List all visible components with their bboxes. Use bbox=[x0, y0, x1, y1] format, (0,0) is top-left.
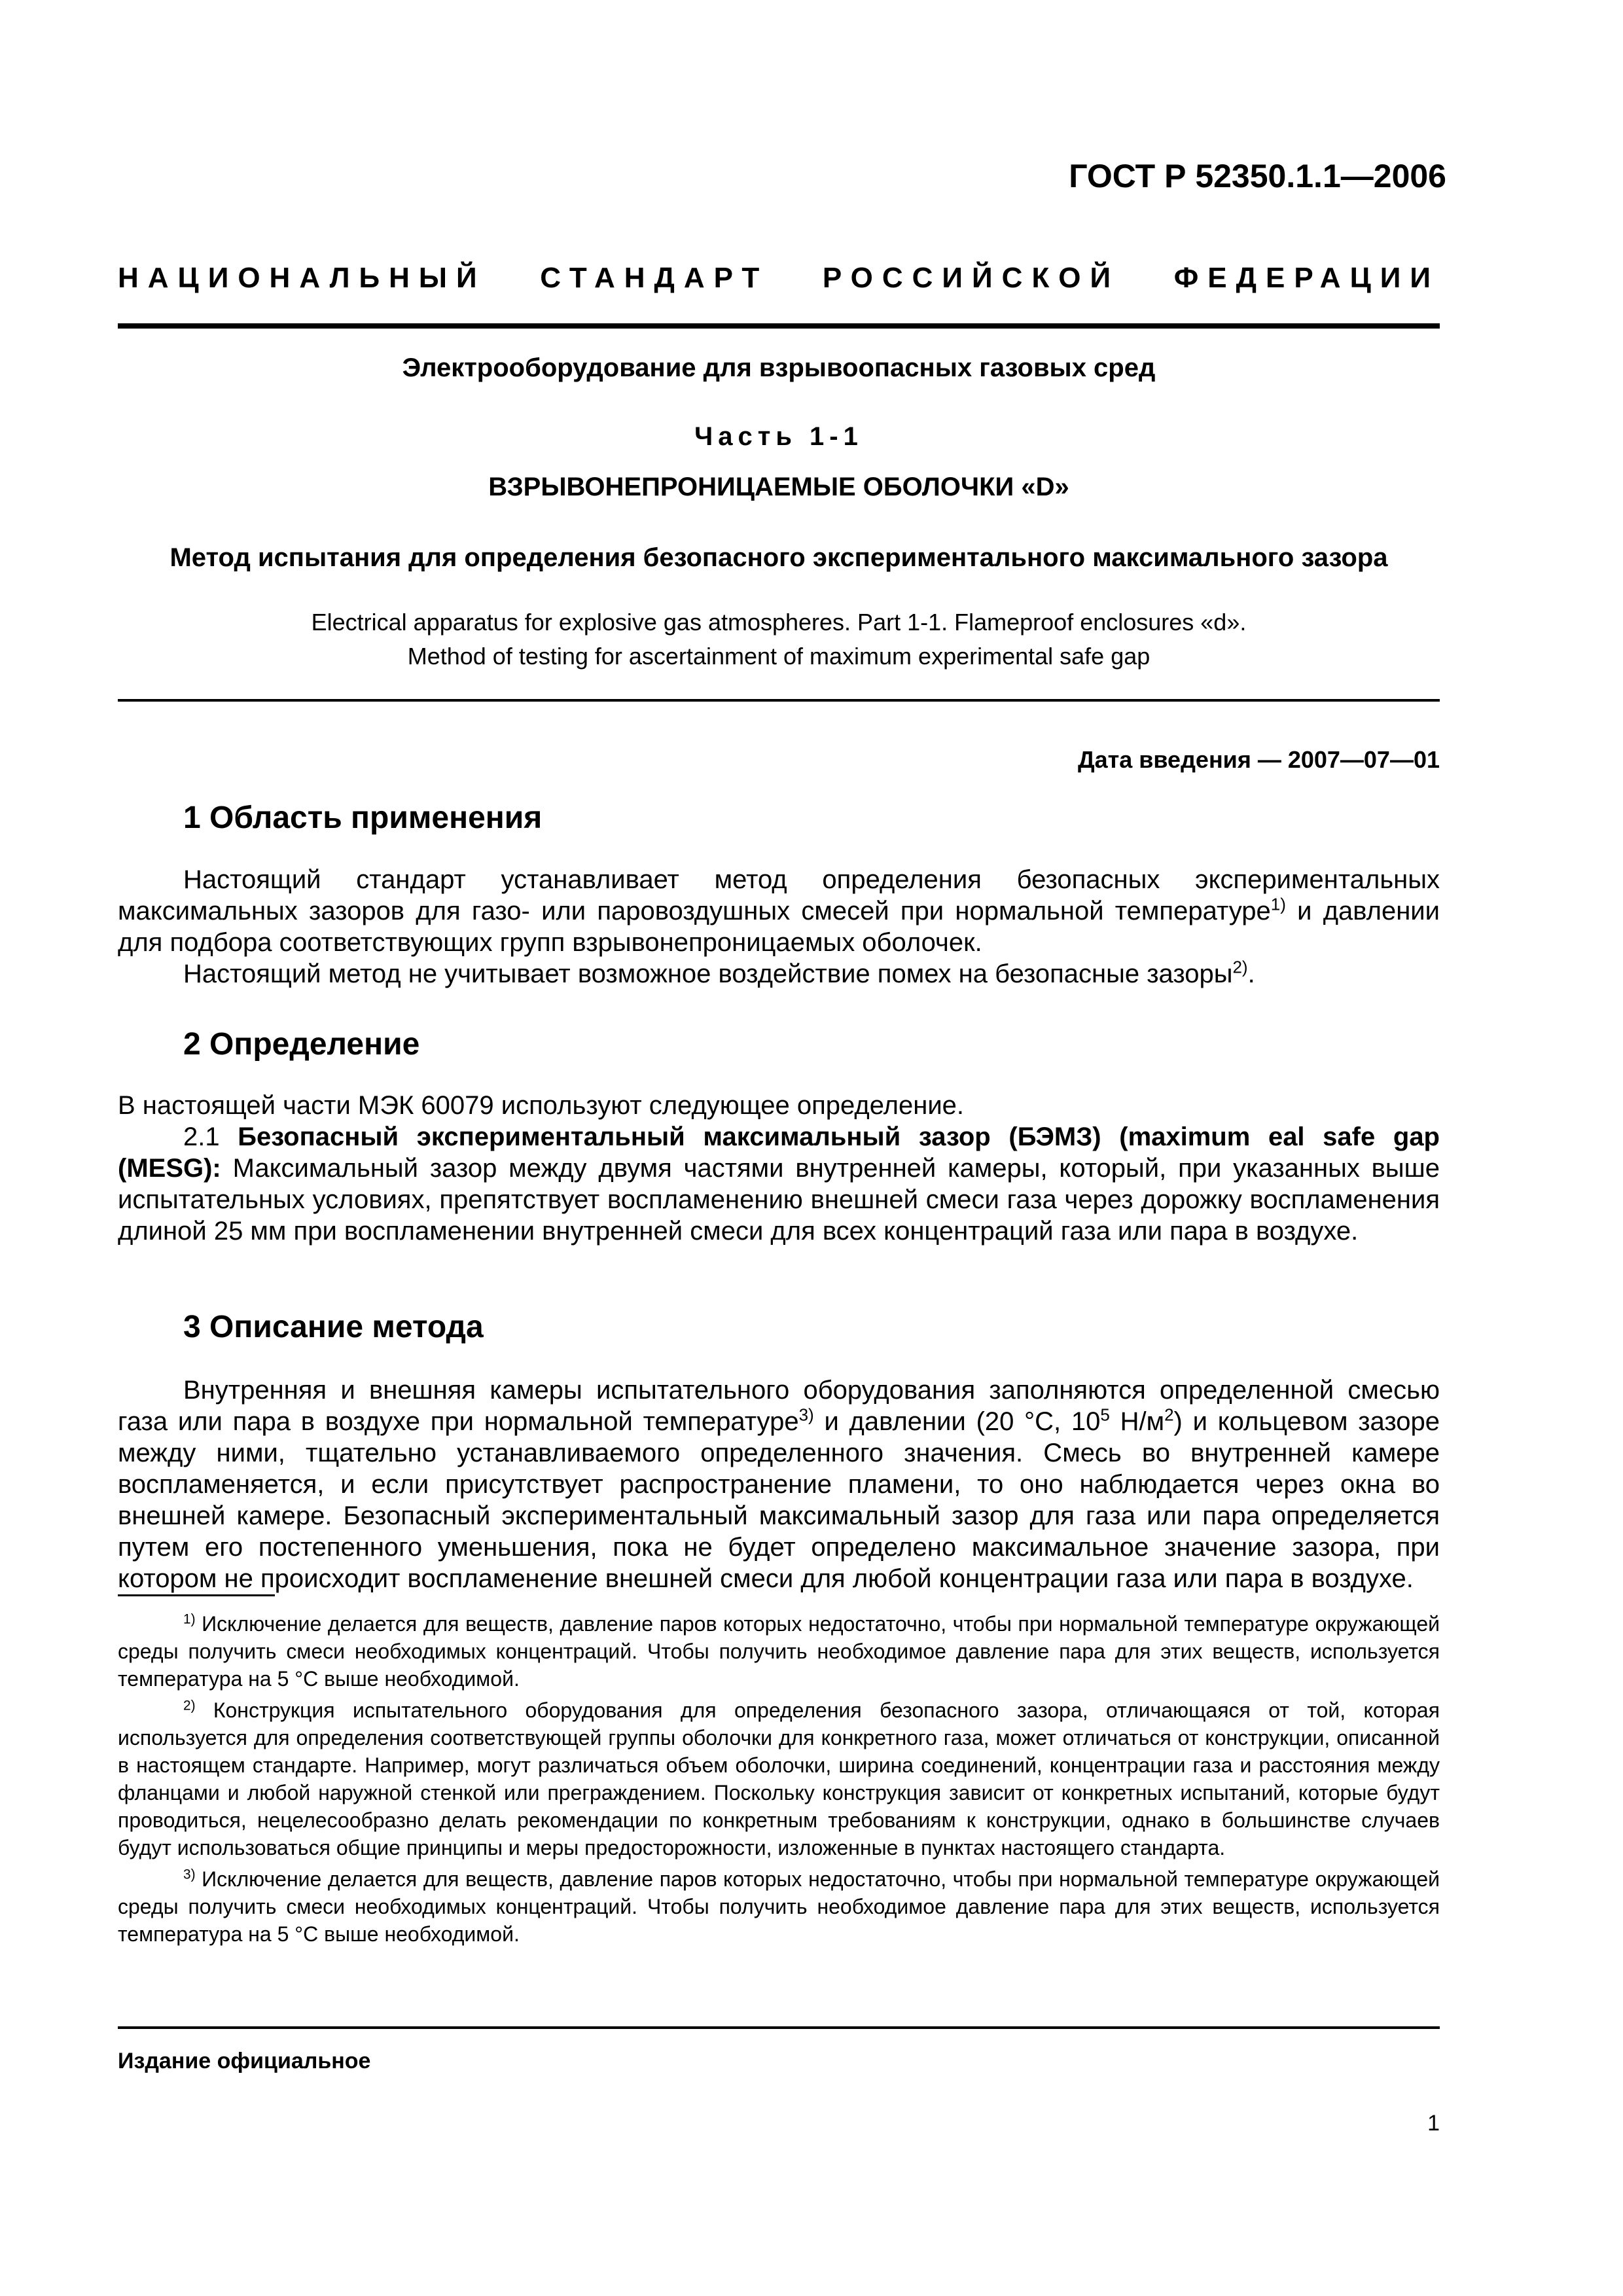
page-number: 1 bbox=[1427, 2111, 1440, 2136]
footnote-mark: 1) bbox=[183, 1611, 196, 1627]
paragraph: В настоящей части МЭК 60079 используют следующее определение. bbox=[118, 1091, 965, 1120]
title-line-3: ВЗРЫВОНЕПРОНИЦАЕМЫЕ ОБОЛОЧКИ «D» bbox=[488, 473, 1069, 501]
text: Внутренняя и внешняя камеры испытательного оборудования заполняются определенной смесью газа или пара в воздухе при нормальной температуре bbox=[118, 1376, 1440, 1436]
banner-word: НАЦИОНАЛЬНЫЙ bbox=[118, 262, 486, 294]
section-1-heading: 1 Область применения bbox=[183, 800, 543, 835]
footnotes bbox=[118, 1610, 1440, 1952]
exponent: 5 bbox=[1100, 1405, 1110, 1425]
paragraph bbox=[118, 1374, 1440, 1594]
footnote bbox=[118, 1865, 1440, 1948]
paragraph bbox=[118, 864, 1440, 958]
section-1-body bbox=[118, 864, 1440, 990]
header-rule bbox=[118, 323, 1440, 329]
footnote bbox=[118, 1610, 1440, 1693]
official-edition: Издание официальное bbox=[118, 2049, 371, 2073]
definition-number: 2.1 bbox=[183, 1122, 238, 1151]
text: и давлении (20 °С, 10 bbox=[813, 1407, 1101, 1436]
english-title bbox=[118, 605, 1440, 673]
english-title-line-2: Method of testing for ascertainment of maximum experimental safe gap bbox=[407, 643, 1150, 670]
section-2-heading: 2 Определение bbox=[183, 1027, 420, 1062]
footnote-ref: 1) bbox=[1270, 894, 1286, 914]
footer-rule bbox=[118, 2026, 1440, 2029]
intro-date: Дата введения — 2007—07—01 bbox=[1077, 746, 1440, 773]
definition-paragraph bbox=[118, 1121, 1440, 1247]
title-line-4: Метод испытания для определения безопасного экспериментального максимального зазора bbox=[169, 543, 1388, 572]
title-line-1: Электрооборудование для взрывоопасных газовых сред bbox=[402, 353, 1156, 382]
footnote-mark: 2) bbox=[183, 1698, 196, 1713]
definition-term: Безопасный экспериментальный максимальный зазор (БЭМЗ) (maximum eal safe gap (MESG): bbox=[118, 1122, 1440, 1183]
section-3-body bbox=[118, 1374, 1440, 1594]
footnote-mark: 3) bbox=[183, 1867, 196, 1882]
text: Н/м bbox=[1109, 1407, 1165, 1436]
footnote-ref: 2) bbox=[1232, 957, 1248, 977]
footnote-text: Исключение делается для веществ, давление паров которых недостаточно, чтобы при нормальной температуре окружающей среды получить смеси необходимых концентраций. Чтобы получить необходимое давление пара для этих веществ, используется температура на 5 °С выше необходимой. bbox=[118, 1867, 1440, 1946]
banner-word: РОССИЙСКОЙ bbox=[822, 262, 1120, 294]
footnote bbox=[118, 1696, 1440, 1861]
exponent: 2 bbox=[1164, 1405, 1174, 1425]
title-part: Часть 1-1 bbox=[694, 422, 863, 451]
section-3-heading: 3 Описание метода bbox=[183, 1310, 484, 1344]
english-title-line-1: Electrical apparatus for explosive gas atmospheres. Part 1-1. Flameproof enclosures «d». bbox=[311, 609, 1247, 636]
text: Настоящий метод не учитывает возможное воздействие помех на безопасные зазоры bbox=[183, 960, 1233, 988]
text: ) и кольцевом зазоре между ними, тщательно устанавливаемого определенного значения. Смесь во внутренней камере воспламеняется, и если присутствует распространение пламени, то оно наблюдается через окна во внешней камере. Безопасный экспериментальный максимальный зазор для газа или пара определяется путем его постепенного уменьшения, пока не будет определено максимальное значение зазора, при котором не происходит воспламенение внешней смеси для любой концентрации газа или пара в воздухе. bbox=[118, 1407, 1440, 1593]
standard-code: ГОСТ Р 52350.1.1—2006 bbox=[1069, 158, 1446, 194]
paragraph bbox=[118, 958, 1440, 990]
banner-word: СТАНДАРТ bbox=[540, 262, 769, 294]
footnote-text: Исключение делается для веществ, давление паров которых недостаточно, чтобы при нормальной температуре окружающей среды получить смеси необходимых концентраций. Чтобы получить необходимое давление пара для этих веществ, используется температура на 5 °С выше необходимой. bbox=[118, 1612, 1440, 1691]
footnote-text: Конструкция испытательного оборудования для определения безопасного зазора, отличающаяся от той, которая используется для определения соответствующей группы оболочки для конкретного газа, может отличаться от конструкции, описанной в настоящем стандарте. Например, могут различаться объем оболочки, ширина соединений, концентрации газа и расстояния между фланцами и любой наружной стенкой или преграждением. Поскольку конструкция зависит от конкретных испытаний, которые будут проводиться, нецелесообразно делать рекомендации по конкретным требованиям к конструкции, однако в большинстве случаев будут использоваться общие принципы и меры предосторожности, изложенные в пунктах настоящего стандарта. bbox=[118, 1698, 1440, 1859]
footnote-ref: 3) bbox=[798, 1405, 814, 1425]
text: Настоящий стандарт устанавливает метод определения безопасных экспериментальных максимальных зазоров для газо- или паровоздушных смесей при нормальной температуре bbox=[118, 865, 1440, 925]
text: и давлении для подбора соответствующих групп взрывонепроницаемых оболочек. bbox=[118, 897, 1440, 957]
footnote-separator bbox=[118, 1594, 275, 1596]
banner-word: ФЕДЕРАЦИИ bbox=[1173, 262, 1440, 294]
title-rule bbox=[118, 699, 1440, 702]
national-standard-banner bbox=[118, 262, 1440, 295]
section-2-body bbox=[118, 1090, 1440, 1247]
definition-text: Максимальный зазор между двумя частями внутренней камеры, который, при указанных выше испытательных условиях, препятствует воспламенению внешней смеси газа через дорожку воспламенения длиной 25 мм при воспламенении внутренней смеси для всех концентраций газа или пара в воздухе. bbox=[118, 1154, 1440, 1246]
text: . bbox=[1247, 960, 1255, 988]
